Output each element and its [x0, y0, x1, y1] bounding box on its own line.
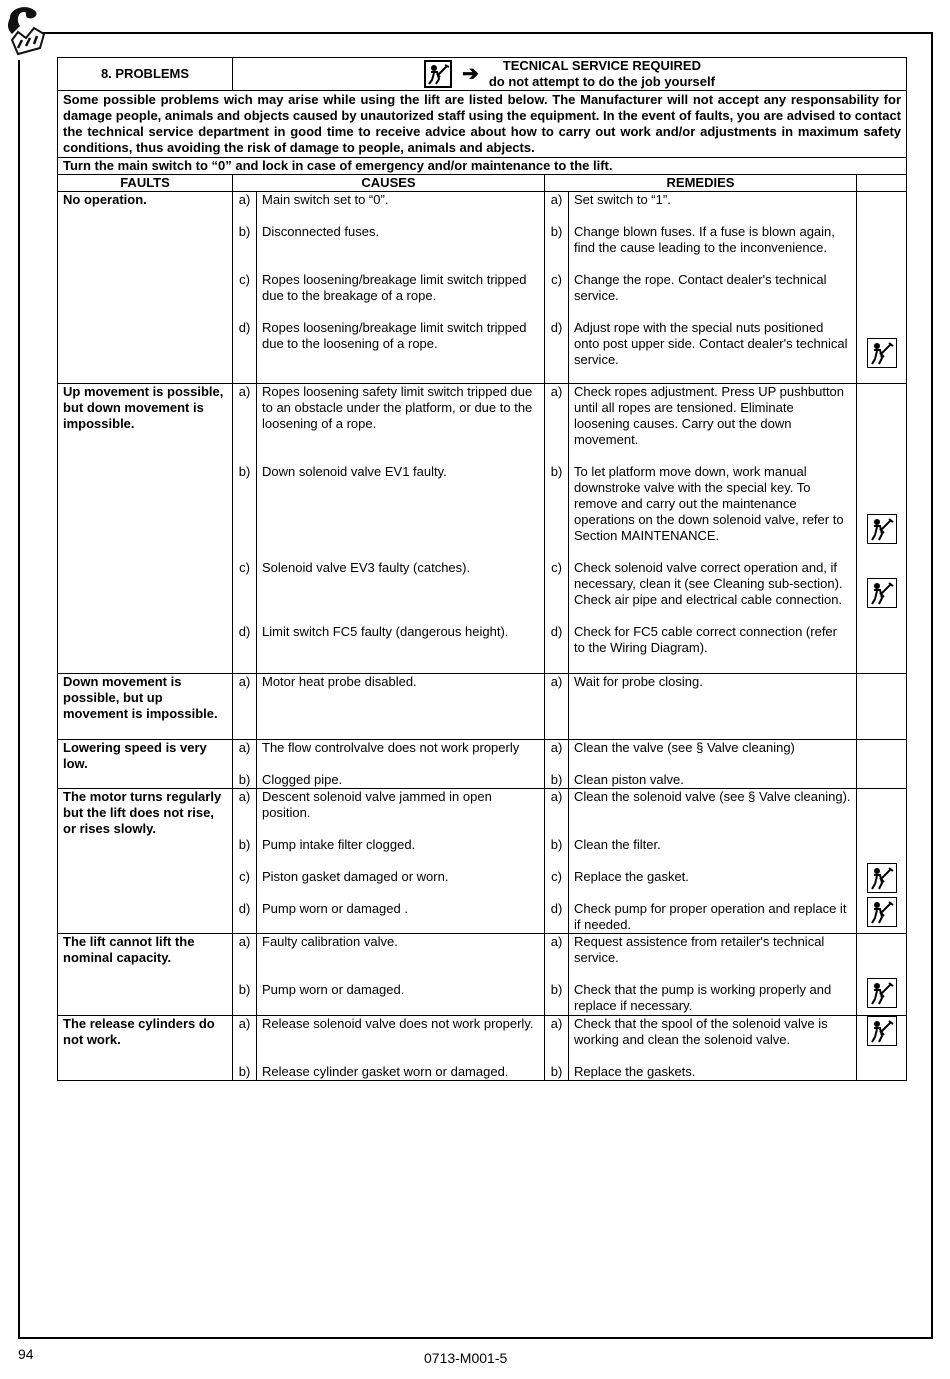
remedy-text: Replace the gaskets. — [574, 1064, 696, 1079]
tool-cell — [857, 740, 907, 789]
remedy-text: Clean the solenoid valve (see § Valve cleaning). — [574, 789, 851, 804]
remedy-letter: c) — [551, 869, 562, 884]
problems-table — [57, 57, 907, 1081]
remedy-letter: d) — [550, 901, 563, 916]
intro-row — [58, 91, 907, 158]
cause-text: The flow controlvalve does not work properly — [262, 740, 520, 755]
remedy-text: Check that the spool of the solenoid valve is working and clean the solenoid valve. — [574, 1016, 828, 1047]
remedy-letter-cell — [545, 789, 569, 934]
fault-row — [58, 1016, 907, 1081]
section-title: 8. PROBLEMS — [58, 58, 233, 91]
remedy-text: Request assistence from retailer's technical service. — [574, 934, 825, 965]
cause-letter: b) — [238, 982, 251, 997]
cause-letter: a) — [238, 1016, 251, 1031]
cause-letter: b) — [238, 837, 251, 852]
cause-letter: d) — [238, 624, 251, 639]
tool-cell — [857, 192, 907, 384]
remedy-letter: b) — [550, 1064, 563, 1079]
remedy-letter: c) — [551, 560, 562, 575]
cause-text: Solenoid valve EV3 faulty (catches). — [262, 560, 471, 575]
remedy-letter-cell — [545, 674, 569, 740]
cause-letter: a) — [238, 740, 251, 755]
cause-letter-cell — [233, 192, 257, 384]
cause-text: Faulty calibration valve. — [262, 934, 398, 949]
tool-cell — [857, 934, 907, 1016]
cause-letter: a) — [238, 934, 251, 949]
cause-letter: c) — [239, 560, 250, 575]
cause-text: Limit switch FC5 faulty (dangerous height). — [262, 624, 509, 639]
arrow-right-icon: ➔ — [462, 63, 479, 85]
cause-text: Disconnected fuses. — [262, 224, 380, 239]
remedy-cell — [569, 192, 857, 384]
remedy-letter-cell — [545, 934, 569, 1016]
tool-cell — [857, 384, 907, 674]
remedy-text: Clean piston valve. — [574, 772, 684, 787]
cause-letter: b) — [238, 1064, 251, 1079]
remedy-letter: b) — [550, 982, 563, 997]
fault-row — [58, 934, 907, 1016]
technician-tool-icon — [424, 60, 452, 88]
cause-letter: b) — [238, 772, 251, 787]
fault-cell — [58, 674, 233, 740]
cause-text: Down solenoid valve EV1 faulty. — [262, 464, 447, 479]
remedy-text: Clean the valve (see § Valve cleaning) — [574, 740, 795, 755]
fault-cell — [58, 934, 233, 1016]
remedy-letter: a) — [550, 1016, 563, 1031]
cause-cell — [257, 674, 545, 740]
col-remedies-header: REMEDIES — [545, 175, 857, 192]
technician-tool-icon — [867, 863, 897, 893]
service-required-banner — [233, 58, 907, 91]
remedy-text: Check for FC5 cable correct connection (refer to the Wiring Diagram). — [574, 624, 837, 655]
remedy-letter: c) — [551, 272, 562, 287]
remedy-letter: d) — [550, 320, 563, 335]
remedy-letter: a) — [550, 384, 563, 399]
fault-cell — [58, 789, 233, 934]
remedy-letter-cell — [545, 740, 569, 789]
cause-text: Piston gasket damaged or worn. — [262, 869, 449, 884]
remedy-letter: a) — [550, 674, 563, 689]
page-number: 94 — [18, 1346, 34, 1362]
cause-text: Ropes loosening/breakage limit switch tripped due to the loosening of a rope. — [262, 320, 527, 351]
page-border-bottom — [18, 1337, 933, 1339]
remedy-text: Check pump for proper operation and replace it if needed. — [574, 901, 847, 932]
fault-cell — [58, 384, 233, 674]
remedy-cell — [569, 934, 857, 1016]
fault-text: Down movement is possible, but up movement is impossible. — [63, 674, 218, 721]
technician-tool-icon — [867, 897, 897, 927]
page-border-left — [18, 60, 20, 1338]
fault-text: The release cylinders do not work. — [63, 1016, 215, 1047]
remedy-text: Replace the gasket. — [574, 869, 689, 884]
fault-text: The lift cannot lift the nominal capacity. — [63, 934, 195, 965]
remedy-letter: a) — [550, 192, 563, 207]
remedy-text: Wait for probe closing. — [574, 674, 703, 689]
tool-cell — [857, 1016, 907, 1081]
cause-letter-cell — [233, 384, 257, 674]
remedy-cell — [569, 384, 857, 674]
remedy-letter: b) — [550, 224, 563, 239]
remedy-letter: b) — [550, 837, 563, 852]
remedy-text: Clean the filter. — [574, 837, 661, 852]
cause-text: Pump intake filter clogged. — [262, 837, 416, 852]
technician-tool-icon — [867, 578, 897, 608]
remedy-text: Check solenoid valve correct operation and, if necessary, clean it (see Cleaning sub-section). Check air pipe and electrical cable connection. — [574, 560, 843, 607]
cause-text: Release cylinder gasket worn or damaged. — [262, 1064, 509, 1079]
cause-cell — [257, 740, 545, 789]
cause-text: Motor heat probe disabled. — [262, 674, 417, 689]
cause-cell — [257, 384, 545, 674]
cause-letter: a) — [238, 789, 251, 804]
column-header-row — [58, 175, 907, 192]
cause-text: Main switch set to “0”. — [262, 192, 389, 207]
warning-row — [58, 158, 907, 175]
remedy-cell — [569, 789, 857, 934]
remedy-cell — [569, 1016, 857, 1081]
page-border-right — [931, 32, 933, 1339]
service-required-title: TECNICAL SERVICE REQUIRED — [502, 58, 701, 73]
technician-tool-icon — [867, 514, 897, 544]
remedy-text: Adjust rope with the special nuts positioned onto post upper side. Contact dealer's technical service. — [574, 320, 848, 367]
fault-row — [58, 674, 907, 740]
remedy-text: Change blown fuses. If a fuse is blown again, find the cause leading to the inconvenience. — [574, 224, 835, 255]
intro-text: Some possible problems wich may arise while using the lift are listed below. The Manufacturer will not accept any responsability for damage people, animals and objects caused by unautorized staff using the equipment. In the event of faults, you are advised to contact the technical service department in good time to receive advice about how to carry out work and/or adjustments in maximum safety conditions, thus avoiding the risk of damage to people, animals and abjects. — [58, 91, 907, 158]
remedy-letter: a) — [550, 934, 563, 949]
remedy-cell — [569, 740, 857, 789]
remedy-letter: a) — [550, 789, 563, 804]
cause-text: Descent solenoid valve jammed in open position. — [262, 789, 492, 820]
cause-cell — [257, 1016, 545, 1081]
fault-cell — [58, 192, 233, 384]
cause-letter: d) — [238, 320, 251, 335]
fault-cell — [58, 740, 233, 789]
technician-tool-icon — [867, 338, 897, 368]
cause-cell — [257, 192, 545, 384]
cause-letter: d) — [238, 901, 251, 916]
fault-row — [58, 789, 907, 934]
fault-text: Up movement is possible, but down movement is impossible. — [63, 384, 224, 431]
remedy-text: Set switch to “1”. — [574, 192, 671, 207]
remedy-text: Check ropes adjustment. Press UP pushbutton until all ropes are tensioned. Eliminate loosening causes. Carry out the down movement. — [574, 384, 845, 447]
cause-cell — [257, 789, 545, 934]
fault-row — [58, 192, 907, 384]
cause-text: Clogged pipe. — [262, 772, 343, 787]
fault-text: The motor turns regularly but the lift does not rise, or rises slowly. — [63, 789, 222, 836]
col-faults-header: FAULTS — [58, 175, 233, 192]
cause-letter: b) — [238, 464, 251, 479]
remedy-letter: b) — [550, 772, 563, 787]
technician-tool-icon — [867, 978, 897, 1008]
tool-cell — [857, 789, 907, 934]
main-switch-warning: Turn the main switch to “0” and lock in case of emergency and/or maintenance to the lift. — [58, 158, 907, 175]
header-row — [58, 58, 907, 91]
document-code: 0713-M001-5 — [424, 1350, 508, 1366]
cause-cell — [257, 934, 545, 1016]
technician-tool-icon — [867, 1016, 897, 1046]
cause-text: Release solenoid valve does not work properly. — [262, 1016, 534, 1031]
fault-text: No operation. — [63, 192, 147, 207]
cause-text: Ropes loosening/breakage limit switch tripped due to the breakage of a rope. — [262, 272, 527, 303]
cause-letter-cell — [233, 934, 257, 1016]
fault-text: Lowering speed is very low. — [63, 740, 207, 771]
cause-letter: c) — [239, 272, 250, 287]
cause-letter: c) — [239, 869, 250, 884]
tool-cell — [857, 674, 907, 740]
remedy-letter-cell — [545, 384, 569, 674]
fault-cell — [58, 1016, 233, 1081]
cause-text: Pump worn or damaged . — [262, 901, 408, 916]
remedy-text: Check that the pump is working properly and replace if necessary. — [574, 982, 832, 1013]
col-tool-header — [857, 175, 907, 192]
col-causes-header: CAUSES — [233, 175, 545, 192]
cause-letter-cell — [233, 674, 257, 740]
cause-letter: a) — [238, 384, 251, 399]
service-required-subtitle: do not attempt to do the job yourself — [488, 74, 715, 89]
cause-letter: a) — [238, 192, 251, 207]
remedy-letter: a) — [550, 740, 563, 755]
cause-letter: b) — [238, 224, 251, 239]
remedy-cell — [569, 674, 857, 740]
page-border-top — [40, 32, 933, 34]
cause-text: Ropes loosening safety limit switch tripped due to an obstacle under the platform, or due to the loosening of a rope. — [262, 384, 533, 431]
remedy-text: To let platform move down, work manual downstroke valve with the special key. To remove and carry out the maintenance operations on the down solenoid valve, refer to Section MAINTENANCE. — [574, 464, 844, 543]
cause-letter: a) — [238, 674, 251, 689]
remedy-letter-cell — [545, 1016, 569, 1081]
fault-row — [58, 740, 907, 789]
remedy-letter: b) — [550, 464, 563, 479]
brand-logo — [4, 4, 48, 56]
cause-letter-cell — [233, 1016, 257, 1081]
remedy-text: Change the rope. Contact dealer's technical service. — [574, 272, 827, 303]
remedy-letter: d) — [550, 624, 563, 639]
cause-text: Pump worn or damaged. — [262, 982, 405, 997]
cause-letter-cell — [233, 789, 257, 934]
fault-row — [58, 384, 907, 674]
cause-letter-cell — [233, 740, 257, 789]
remedy-letter-cell — [545, 192, 569, 384]
